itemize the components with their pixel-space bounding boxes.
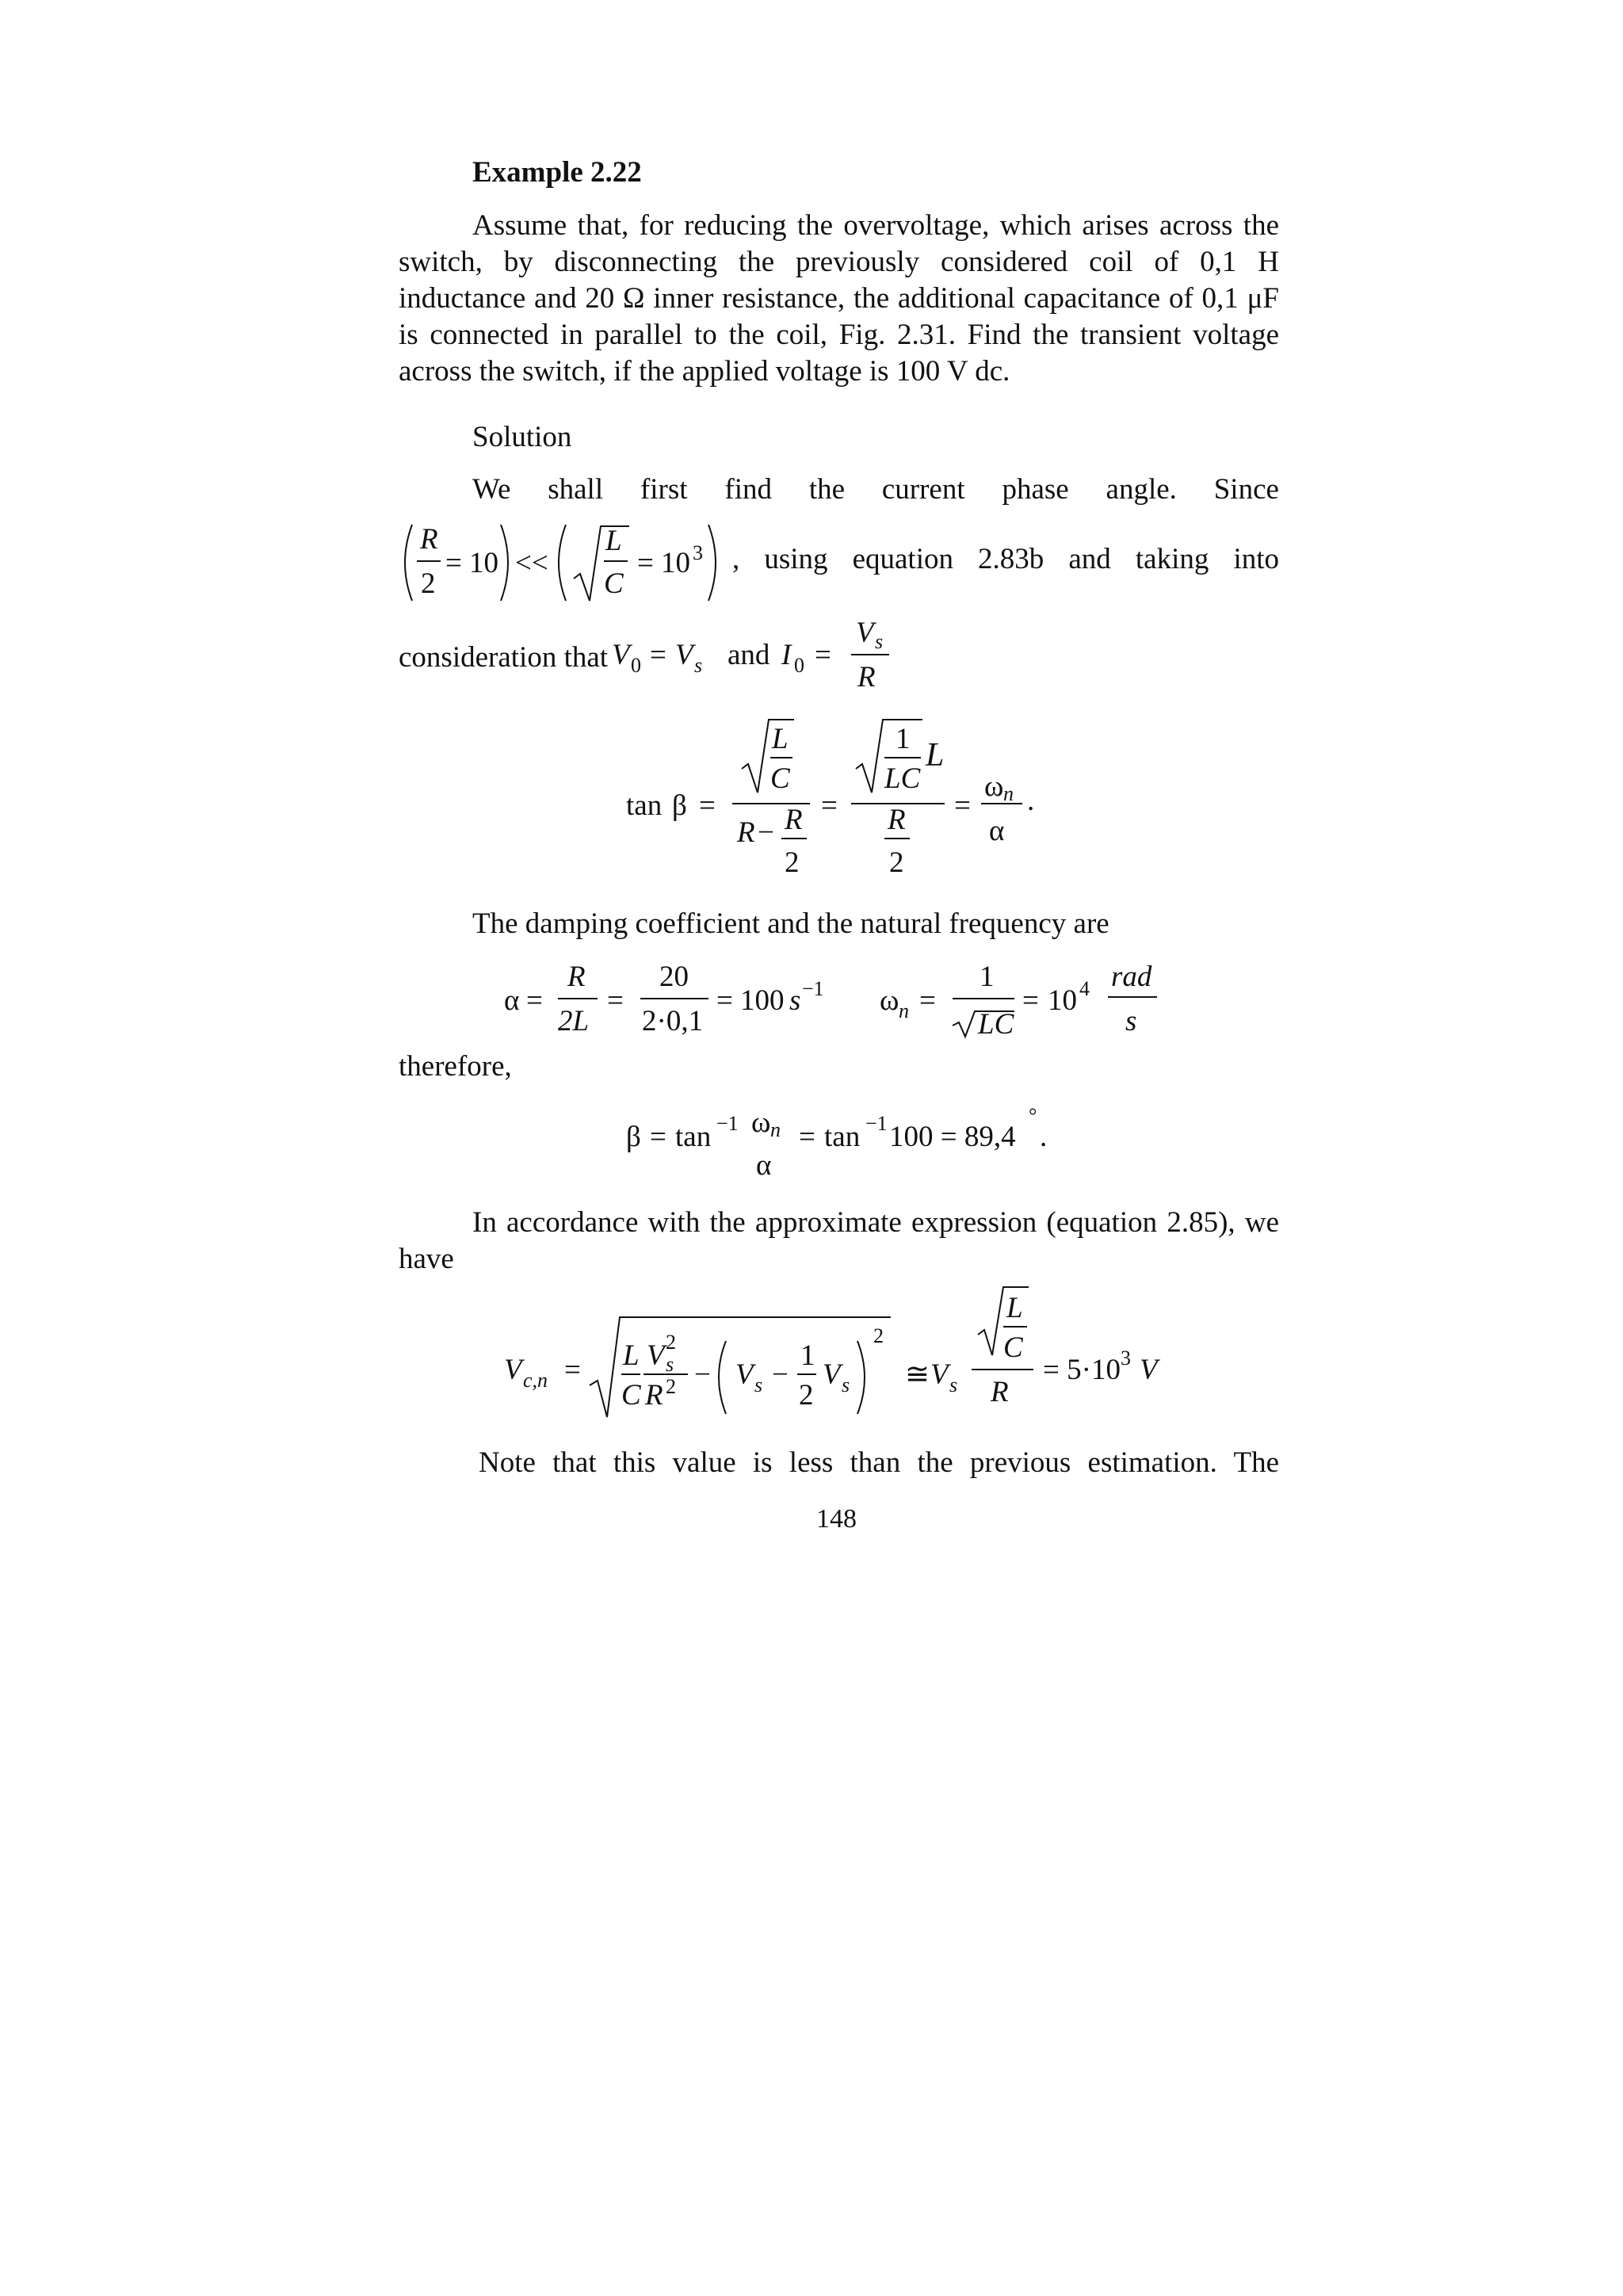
alpha-numerator: 20 [659,961,689,993]
svg-text:0: 0 [631,654,641,677]
svg-text:R: R [567,961,586,993]
using-text: , using equation 2.83b and taking into [732,543,1279,575]
problem-paragraph [399,208,1279,390]
svg-text:−: − [758,816,774,849]
consideration-text: consideration that [399,641,609,674]
svg-text:−: − [772,1358,789,1391]
vcn-unit: V [1140,1354,1158,1386]
svg-text:−1: −1 [716,1112,739,1135]
and-text: and [727,639,770,671]
svg-text:=: = [815,639,831,671]
svg-text:R: R [785,804,803,836]
svg-text:s: s [949,1373,958,1396]
svg-text:R: R [991,1376,1009,1408]
svg-text:=: = [821,789,838,822]
intro-word: We [472,473,511,506]
vcn-equation [504,1282,1170,1425]
svg-text:tan: tan [824,1121,861,1153]
svg-text:c,n: c,n [523,1369,548,1392]
svg-text:α: α [504,984,520,1017]
svg-text:s: s [694,654,703,677]
svg-text:0: 0 [794,654,804,677]
vcn-exp: 3 [1121,1347,1131,1370]
alpha-unit: s [789,984,801,1017]
svg-text:L: L [605,525,622,557]
damping-text: The damping coefficient and the natural frequency are [472,907,1109,940]
svg-text:=: = [954,789,971,822]
tan-beta-equation [626,713,1070,896]
omega-value: 10 [1048,984,1077,1017]
vcn-result: = 5·10 [1043,1354,1121,1386]
svg-text:V: V [647,1339,665,1372]
svg-text:V: V [504,1354,522,1386]
svg-text:α: α [756,1149,772,1182]
solution-label: Solution [472,421,572,453]
svg-text:C: C [621,1379,641,1412]
intro-word: the [808,473,846,506]
svg-text:=: = [650,639,666,671]
intro-word: Since [1213,473,1279,506]
svg-text:2: 2 [785,846,800,879]
therefore-text: therefore, [399,1050,512,1083]
intro-word: current [881,473,965,506]
svg-text:tan: tan [626,789,663,822]
svg-text:C: C [770,762,790,795]
svg-text:n: n [1003,782,1014,805]
inequality-right-value: 10 [661,547,690,579]
svg-text:V: V [735,1358,754,1391]
svg-text:LC: LC [884,762,921,795]
svg-text:L: L [623,1339,640,1372]
svg-text:V: V [612,639,630,671]
svg-text:V: V [930,1358,949,1391]
svg-text:2L: 2L [558,1005,590,1037]
svg-text:n: n [899,999,909,1022]
inequality-right-exp: 3 [693,541,703,564]
svg-text:ω: ω [880,984,899,1017]
svg-text:R: R [645,1379,663,1412]
svg-text:R: R [420,523,438,556]
svg-text:=: = [445,547,462,579]
svg-text:−: − [694,1358,711,1391]
svg-text:β: β [672,789,687,822]
svg-text:V: V [856,617,874,649]
svg-text:L: L [1006,1292,1023,1324]
svg-text:L: L [772,723,789,755]
accordance-paragraph [399,1205,1279,1278]
svg-text:.: . [1027,785,1035,817]
svg-text:LC: LC [978,1008,1014,1041]
svg-text:β: β [626,1121,641,1153]
intro-word: angle. [1106,473,1177,506]
svg-text:ω: ω [751,1106,771,1139]
intro-word: find [724,473,772,506]
svg-text:s: s [875,630,884,653]
svg-text:C: C [604,567,624,600]
beta-equation [618,1102,1062,1189]
svg-text:.: . [1040,1121,1048,1153]
alpha-value: 100 [740,984,785,1017]
svg-text:2: 2 [666,1375,676,1398]
svg-text:s: s [842,1373,850,1396]
degree-sign: ° [1029,1104,1037,1127]
intro-word: phase [1002,473,1069,506]
svg-text:2: 2 [799,1379,814,1412]
svg-text:2: 2 [666,1331,676,1354]
alpha-unit-exp: −1 [802,977,824,1000]
inequality-relation: << [515,547,548,579]
svg-text:=: = [919,984,936,1017]
svg-text:V: V [675,639,693,671]
alpha-omega-equation [504,951,1178,1054]
svg-text:α: α [989,815,1005,847]
example-heading: Example 2.22 [472,156,642,189]
svg-text:L: L [926,737,945,774]
accordance-text: In accordance with the approximate expression (equation 2.85), we have [399,1206,1279,1275]
svg-text:1: 1 [800,1339,815,1372]
note-text: Note that this value is less than the previous estimation. The [479,1446,1279,1479]
svg-text:tan: tan [675,1121,712,1153]
svg-text:=: = [699,789,716,822]
svg-text:n: n [770,1118,781,1141]
svg-text:2: 2 [873,1324,884,1347]
svg-text:−1: −1 [865,1112,888,1135]
svg-text:R: R [888,804,906,836]
svg-text:=: = [607,984,624,1017]
svg-text:ω: ω [984,770,1004,803]
svg-text:s: s [754,1373,763,1396]
intro-word: shall [548,473,604,506]
svg-text:I: I [781,639,792,671]
omega-unit-den: s [1125,1005,1137,1037]
svg-text:=: = [650,1121,666,1153]
svg-text:1: 1 [980,961,995,993]
inequality-left-value: 10 [469,547,498,579]
svg-text:=: = [564,1354,581,1386]
svg-text:2: 2 [889,846,904,879]
svg-text:2: 2 [421,567,436,600]
svg-text:=: = [1022,984,1039,1017]
beta-result: 100 = 89,4 [889,1121,1016,1153]
alpha-denominator: 2·0,1 [642,1005,704,1037]
svg-text:≅: ≅ [905,1358,930,1391]
svg-text:R: R [857,661,876,693]
svg-text:1: 1 [896,723,911,755]
problem-text: Assume that, for reducing the overvoltage, which arises across the switch, by disconnecting the previously considered coil of 0,1 H inductance and 20 Ω inner resistance, the additional capacitance of 0,1 μF is connected in parallel to the coil, Fig. 2.31. Find the transient voltage across the switch, if the applied voltage is 100 V dc. [399,209,1279,388]
page-number: 148 [816,1504,857,1534]
omega-unit-num: rad [1111,961,1152,993]
omega-exp: 4 [1079,977,1090,1000]
svg-text:=: = [526,984,543,1017]
svg-text:=: = [637,547,654,579]
initial-conditions-equation [609,610,902,697]
svg-text:V: V [823,1358,841,1391]
svg-text:=: = [799,1121,815,1153]
svg-text:s: s [666,1353,674,1376]
intro-word: first [640,473,688,506]
svg-text:C: C [1003,1331,1023,1364]
svg-text:=: = [716,984,733,1017]
svg-text:R: R [737,816,755,849]
solution-intro-line [472,472,1279,506]
